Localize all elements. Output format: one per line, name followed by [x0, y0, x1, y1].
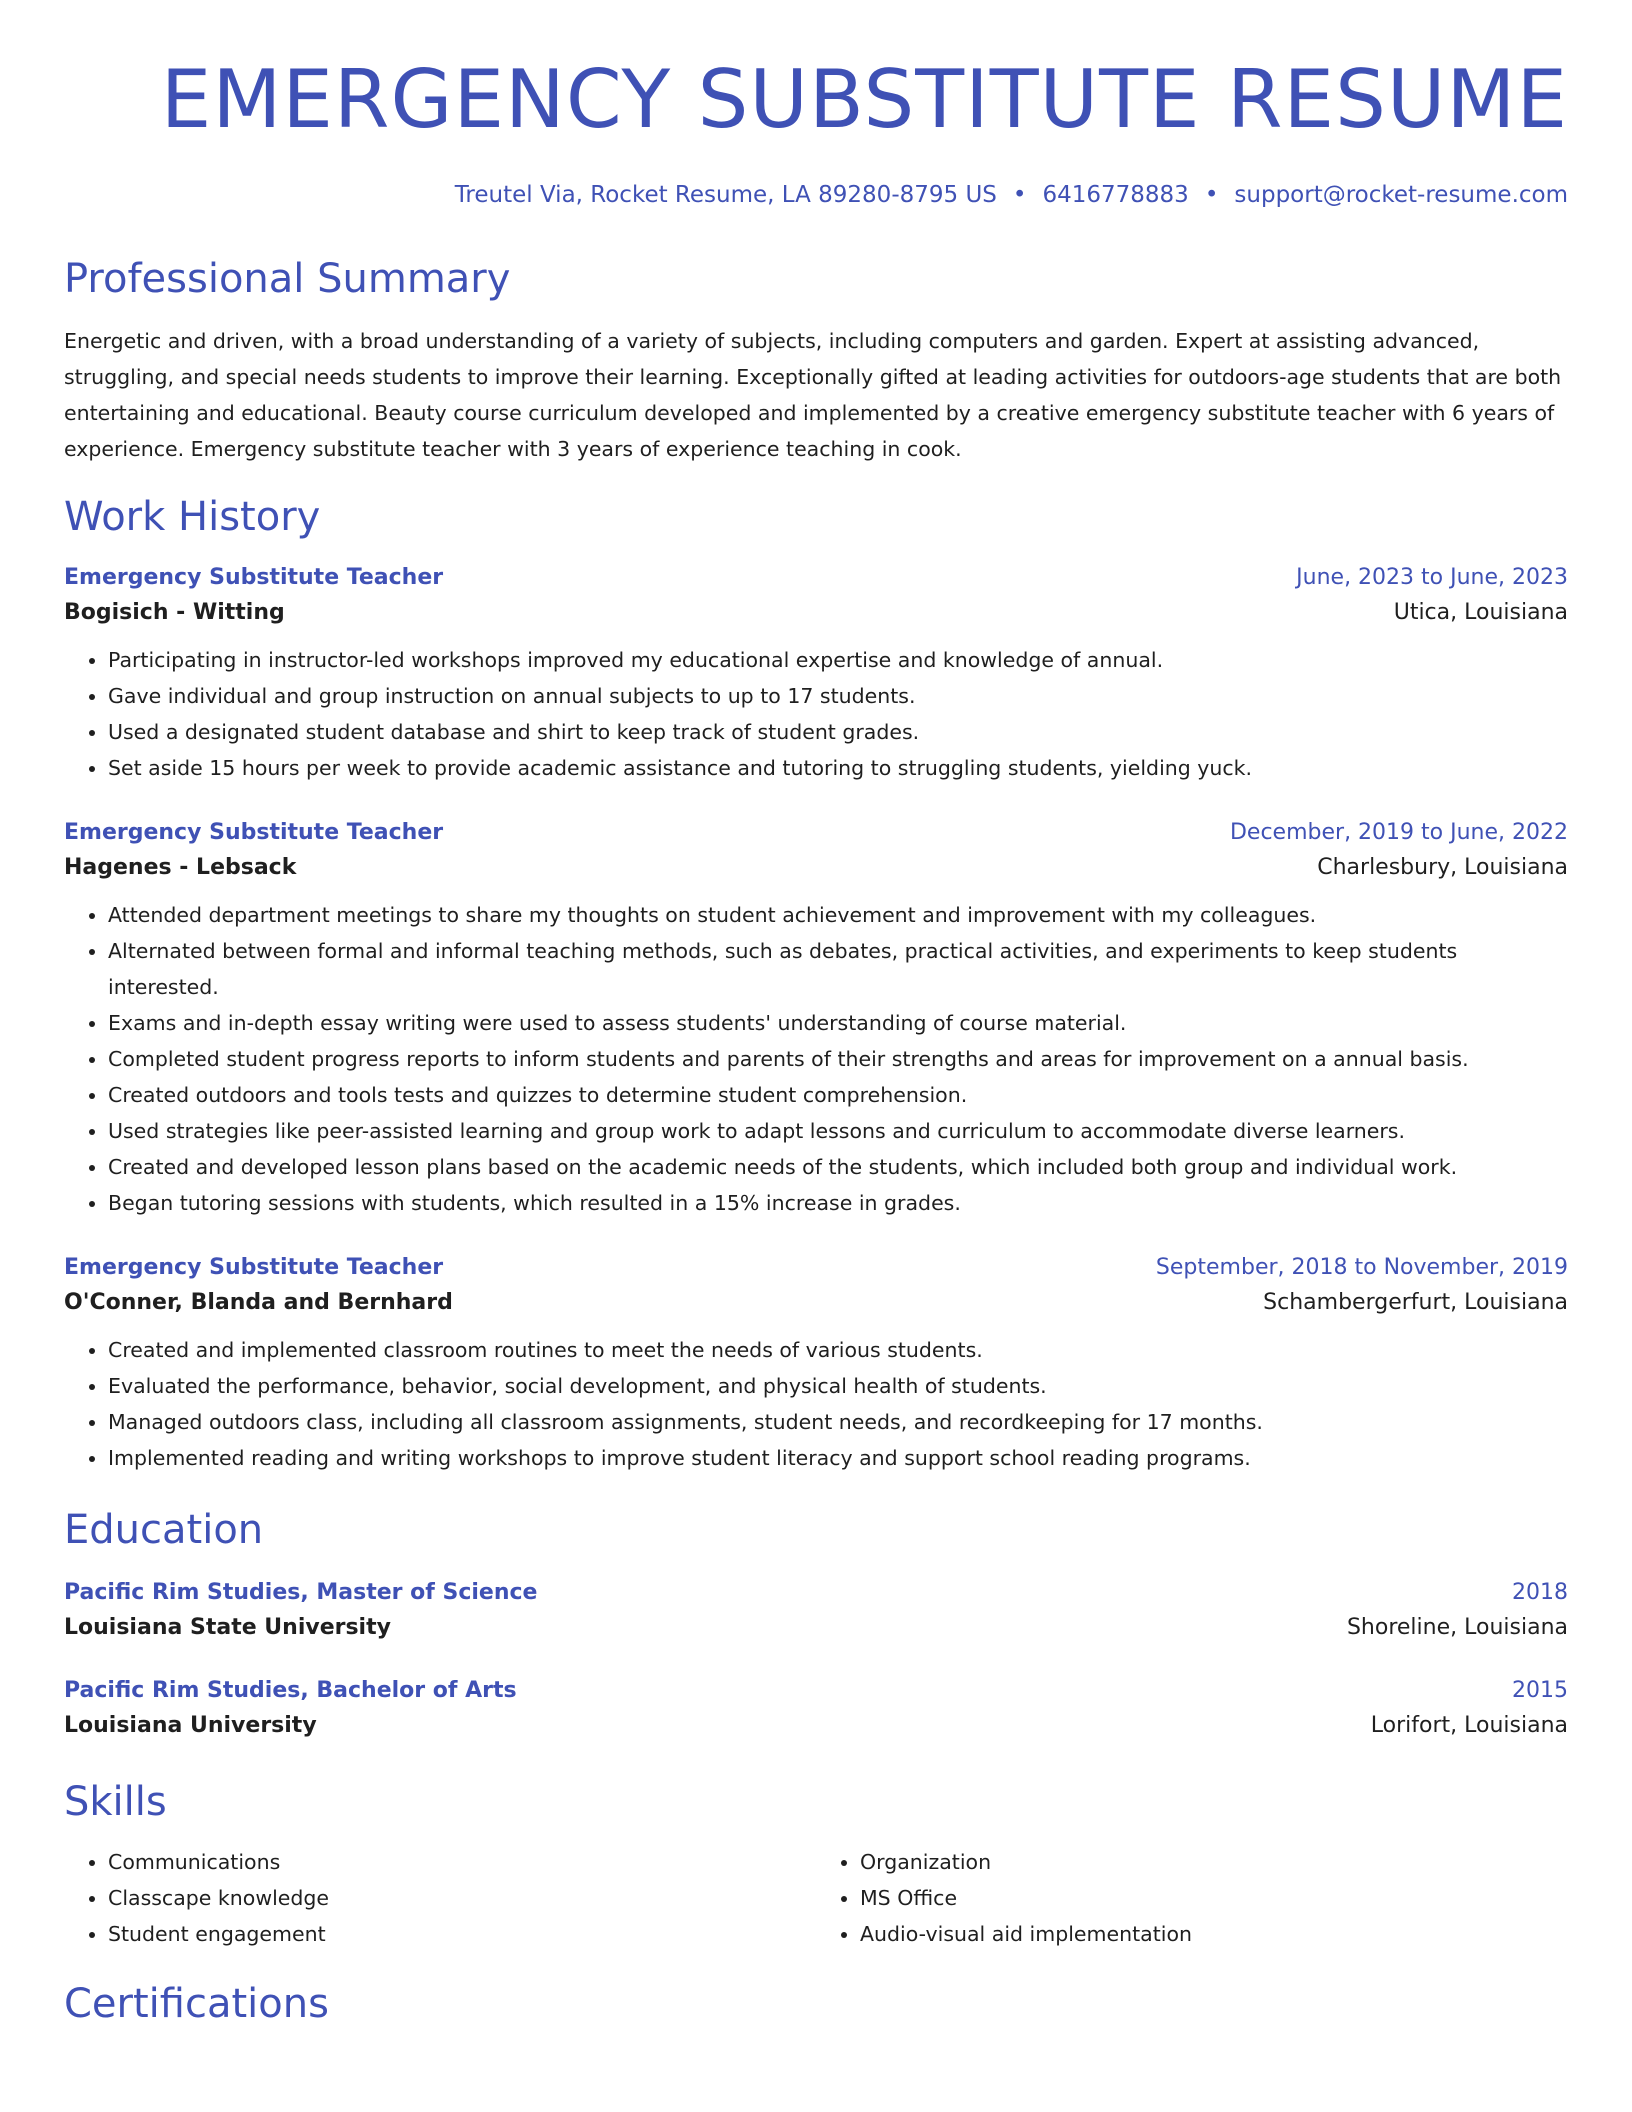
job-bullet: • Used a designated student database and shirt to keep track of student grades.	[108, 714, 1568, 750]
skills-heading: Skills	[64, 1779, 167, 1825]
contact-separator: •	[1204, 182, 1219, 208]
job-bullet: • Set aside 15 hours per week to provide academic assistance and tutoring to struggling students, yielding yuck.	[108, 750, 1568, 786]
job-title: Emergency Substitute Teacher	[64, 1255, 444, 1280]
skill-item: • Communications	[108, 1844, 816, 1880]
job-bullets	[64, 642, 1568, 786]
school-location: Shoreline, Louisiana	[1346, 1615, 1568, 1640]
skill-item: • MS Office	[860, 1880, 1568, 1916]
job-company: Hagenes - Lebsack	[64, 855, 297, 880]
job-title: Emergency Substitute Teacher	[64, 565, 444, 590]
job-dates: June, 2023 to June, 2023	[1296, 565, 1568, 590]
job-company: O'Conner, Blanda and Bernhard	[64, 1290, 453, 1315]
education-heading: Education	[64, 1507, 264, 1553]
skills-column-left	[64, 1844, 816, 1952]
school-name: Louisiana State University	[64, 1615, 391, 1640]
job-company: Bogisich - Witting	[64, 600, 285, 625]
school-name: Louisiana University	[64, 1713, 317, 1738]
job-dates: December, 2019 to June, 2022	[1229, 820, 1568, 845]
degree: Pacific Rim Studies, Master of Science	[64, 1580, 538, 1605]
job-entry	[64, 820, 1568, 1221]
job-bullets	[64, 1332, 1568, 1476]
contact-line	[64, 182, 1568, 208]
job-title: Emergency Substitute Teacher	[64, 820, 444, 845]
skills-list	[64, 1844, 1568, 1952]
contact-separator: •	[1012, 182, 1027, 208]
skill-item: • Organization	[860, 1844, 1568, 1880]
contact-email: support@rocket-resume.com	[1234, 182, 1568, 208]
job-bullet: • Managed outdoors class, including all classroom assignments, student needs, and recordkeeping for 17 months.	[108, 1404, 1568, 1440]
job-entry	[64, 565, 1568, 786]
job-bullet: • Participating in instructor-led workshops improved my educational expertise and knowledge of annual.	[108, 642, 1568, 678]
job-location: Utica, Louisiana	[1393, 600, 1568, 625]
degree: Pacific Rim Studies, Bachelor of Arts	[64, 1678, 517, 1703]
job-bullet: • Gave individual and group instruction on annual subjects to up to 17 students.	[108, 678, 1568, 714]
job-bullet: • Created and developed lesson plans based on the academic needs of the students, which included both group and individual work.	[108, 1149, 1568, 1185]
job-bullet: • Created outdoors and tools tests and quizzes to determine student comprehension.	[108, 1077, 1568, 1113]
job-location: Charlesbury, Louisiana	[1317, 855, 1568, 880]
job-bullet: • Completed student progress reports to inform students and parents of their strengths and areas for improvement on a annual basis.	[108, 1041, 1568, 1077]
summary-text: Energetic and driven, with a broad understanding of a variety of subjects, including computers and garden. Expert at assisting advanced, struggling, and special needs students to improve their learning. Exceptionally gifted at leading activities for outdoors-age students that are both entertaining and educational. Beauty course curriculum developed and implemented by a creative emergency substitute teacher with 6 years of experience. Emergency substitute teacher with 3 years of experience teaching in cook.	[64, 329, 1562, 461]
skill-item: • Audio-visual aid implementation	[860, 1916, 1568, 1952]
job-bullet: • Began tutoring sessions with students, which resulted in a 15% increase in grades.	[108, 1185, 1568, 1221]
contact-phone: 6416778883	[1042, 182, 1189, 208]
job-bullet: • Attended department meetings to share my thoughts on student achievement and improvement with my colleagues.	[108, 897, 1568, 933]
contact-address: Treutel Via, Rocket Resume, LA 89280-8795 US	[454, 182, 997, 208]
job-entry	[64, 1255, 1568, 1476]
job-bullet: • Created and implemented classroom routines to meet the needs of various students.	[108, 1332, 1568, 1368]
resume-title: EMERGENCY SUBSTITUTE RESUME	[160, 53, 1568, 146]
education-year: 2015	[1512, 1678, 1568, 1703]
skills-column-right	[816, 1844, 1568, 1952]
job-bullet: • Exams and in-depth essay writing were used to assess students' understanding of course material.	[108, 1005, 1568, 1041]
summary-heading: Professional Summary	[64, 256, 511, 302]
work-history-heading: Work History	[64, 494, 321, 540]
certifications-heading: Certifications	[64, 1981, 329, 2027]
education-entry	[64, 1580, 1568, 1640]
skill-item: • Student engagement	[108, 1916, 816, 1952]
education-year: 2018	[1512, 1580, 1568, 1605]
job-bullet: • Implemented reading and writing workshops to improve student literacy and support school reading programs.	[108, 1440, 1568, 1476]
job-bullet: • Evaluated the performance, behavior, social development, and physical health of students.	[108, 1368, 1568, 1404]
job-bullets	[64, 897, 1568, 1221]
education-entry	[64, 1678, 1568, 1738]
job-bullet: • Used strategies like peer-assisted learning and group work to adapt lessons and curriculum to accommodate diverse learners.	[108, 1113, 1568, 1149]
skill-item: • Classcape knowledge	[108, 1880, 816, 1916]
job-bullet: • Alternated between formal and informal teaching methods, such as debates, practical activities, and experiments to keep students interested.	[108, 933, 1568, 1005]
job-dates: September, 2018 to November, 2019	[1155, 1255, 1568, 1280]
school-location: Lorifort, Louisiana	[1370, 1713, 1568, 1738]
job-location: Schambergerfurt, Louisiana	[1263, 1290, 1568, 1315]
